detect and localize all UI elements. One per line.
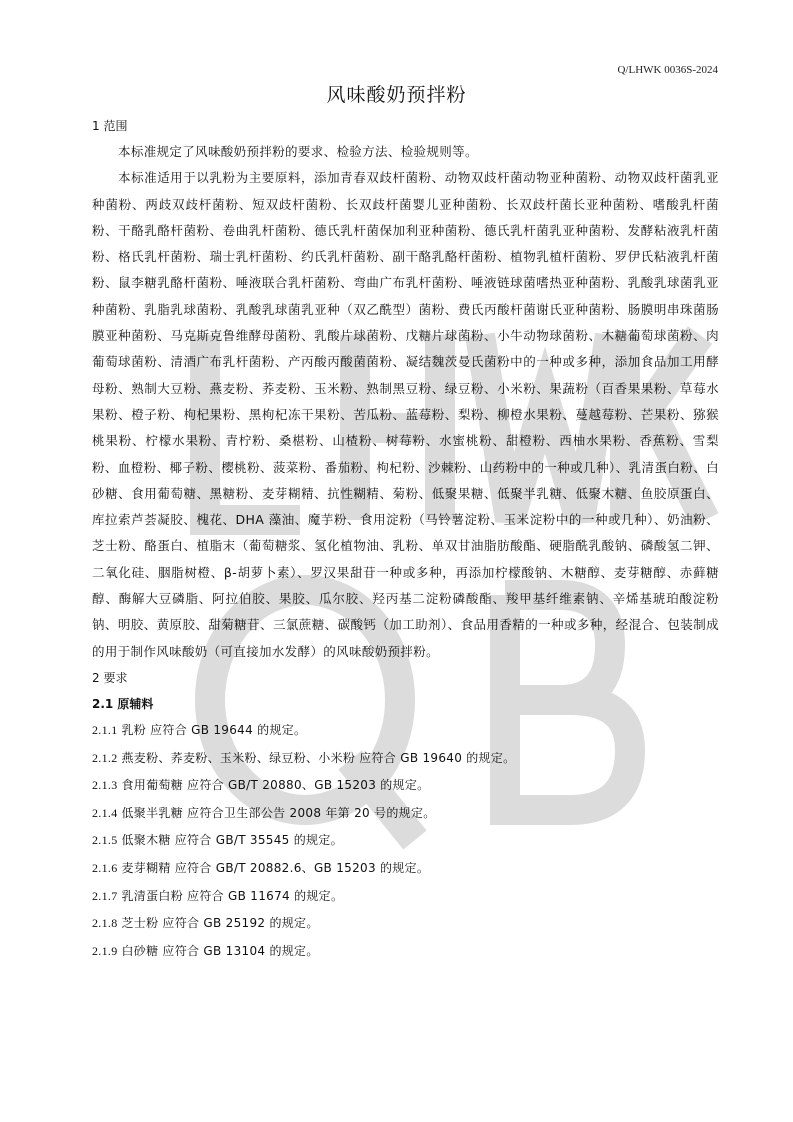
item-name: 燕麦粉、荞麦粉、玉米粉、绿豆粉、小米粉 xyxy=(121,750,356,765)
item-number: 2.1.2 xyxy=(92,750,118,765)
requirement-item xyxy=(92,745,719,773)
requirement-item xyxy=(92,717,719,745)
scope-paragraph: 本标准规定了风味酸奶预拌粉的要求、检验方法、检验规则等。 xyxy=(118,144,478,159)
requirement-item xyxy=(92,883,719,911)
requirement-item xyxy=(92,855,719,883)
item-text: 应符合 GB/T 35545 的规定。 xyxy=(174,833,343,848)
requirement-items-list xyxy=(92,717,719,965)
item-text: 应符合 GB 11674 的规定。 xyxy=(187,888,344,903)
item-text: 应符合 GB/T 20880、GB 15203 的规定。 xyxy=(187,778,430,793)
requirement-item xyxy=(92,910,719,938)
item-name: 低聚半乳糖 xyxy=(121,805,184,820)
requirement-item xyxy=(92,800,719,828)
item-number: 2.1.8 xyxy=(92,916,118,931)
item-name: 食用葡萄糖 xyxy=(121,778,184,793)
item-text: 应符合 GB 25192 的规定。 xyxy=(162,916,319,931)
item-text: 应符合 GB 19644 的规定。 xyxy=(150,722,307,737)
section-requirements-heading: 2 要求 xyxy=(92,670,128,685)
item-number: 2.1.5 xyxy=(92,833,118,848)
item-text: 应符合 GB 13104 的规定。 xyxy=(162,943,319,958)
item-number: 2.1.7 xyxy=(92,888,118,903)
item-name: 芝士粉 xyxy=(121,916,159,931)
requirement-item xyxy=(92,827,719,855)
item-name: 麦芽糊精 xyxy=(121,860,171,875)
item-number: 2.1.3 xyxy=(92,778,118,793)
item-text: 应符合卫生部公告 2008 年第 20 号的规定。 xyxy=(187,805,436,820)
document-title: 风味酸奶预拌粉 xyxy=(326,84,467,106)
item-number: 2.1.1 xyxy=(92,722,118,737)
item-name: 低聚木糖 xyxy=(121,833,171,848)
item-name: 白砂糖 xyxy=(121,943,159,958)
requirement-item xyxy=(92,772,719,800)
item-number: 2.1.6 xyxy=(92,860,118,875)
requirement-item xyxy=(92,938,719,966)
item-text: 应符合 GB 19640 的规定。 xyxy=(359,750,516,765)
item-number: 2.1.9 xyxy=(92,943,118,958)
scope-paragraph: 本标准适用于以乳粉为主要原料，添加青春双歧杆菌粉、动物双歧杆菌动物亚种菌粉、动物双歧杆菌乳亚种菌粉、两歧双歧杆菌粉、短双歧杆菌粉、长双歧杆菌婴儿亚种菌粉、长双歧杆菌长亚种菌粉、嗜酸乳杆菌粉、干酪乳酪杆菌粉、卷曲乳杆菌粉、德氏乳杆菌保加利亚种菌粉、德氏乳杆菌乳亚种菌粉、发酵粘液乳杆菌粉、格氏乳杆菌粉、瑞士乳杆菌粉、约氏乳杆菌粉、副干酪乳酪杆菌粉、植物乳植杆菌粉、罗伊氏粘液乳杆菌粉、鼠李糖乳酪杆菌粉、唾液联合乳杆菌粉、弯曲广布乳杆菌粉、唾液链球菌嗜热亚种菌粉、乳酸乳球菌乳亚种菌粉、乳脂乳球菌粉、乳酸乳球菌乳亚种（双乙酰型）菌粉、费氏丙酸杆菌谢氏亚种菌粉、肠膜明串珠菌肠膜亚种菌粉、马克斯克鲁维酵母菌粉、乳酸片球菌粉、戊糖片球菌粉、小牛动物球菌粉、木糖葡萄球菌粉、肉葡萄球菌粉、清酒广布乳杆菌粉、产丙酸丙酸菌菌粉、凝结魏茨曼氏菌粉中的一种或多种，添加食品加工用酵母粉、熟制大豆粉、燕麦粉、荞麦粉、玉米粉、熟制黑豆粉、绿豆粉、小米粉、果蔬粉（百香果果粉、草莓水果粉、橙子粉、枸杞果粉、黑枸杞冻干果粉、苦瓜粉、蓝莓粉、梨粉、柳橙水果粉、蔓越莓粉、芒果粉、猕猴桃果粉、柠檬水果粉、青柠粉、桑椹粉、山楂粉、树莓粉、水蜜桃粉、甜橙粉、西柚水果粉、香蕉粉、雪梨粉、血橙粉、椰子粉、樱桃粉、菠菜粉、番茄粉、枸杞粉、沙棘粉、山药粉中的一种或几种）、乳清蛋白粉、白砂糖、食用葡萄糖、黑糖粉、麦芽糊精、抗性糊精、菊粉、低聚果糖、低聚半乳糖、低聚木糖、鱼胶原蛋白、库拉索芦荟凝胶、槐花、DHA 藻油、魔芋粉、食用淀粉（马铃薯淀粉、玉米淀粉中的一种或几种）、奶油粉、芝士粉、酪蛋白、植脂末（葡萄糖浆、氢化植物油、乳粉、单双甘油脂肪酸酯、硬脂酰乳酸钠、磷酸氢二钾、二氧化硅、胭脂树橙、β-胡萝卜素）、罗汉果甜苷一种或多种，再添加柠檬酸钠、木糖醇、麦芽糖醇、赤藓糖醇、酶解大豆磷脂、阿拉伯胶、果胶、瓜尔胶、羟丙基二淀粉磷酸酯、羧甲基纤维素钠、辛烯基琥珀酸淀粉钠、明胶、黄原胶、甜菊糖苷、三氯蔗糖、碳酸钙（加工助剂）、食品用香精的一种或多种，经混合、包装制成的用于制作风味酸奶（可直接加水发酵）的风味酸奶预拌粉。 xyxy=(92,170,719,659)
item-number: 2.1.4 xyxy=(92,805,118,820)
section-scope-heading: 1 范围 xyxy=(92,119,128,133)
item-text: 应符合 GB/T 20882.6、GB 15203 的规定。 xyxy=(174,860,430,875)
item-name: 乳清蛋白粉 xyxy=(121,888,184,903)
document-code: Q/LHWK 0036S-2024 xyxy=(617,64,718,76)
subsection-raw-materials-heading: 2.1 原辅料 xyxy=(92,696,154,711)
document-body xyxy=(92,113,719,965)
item-name: 乳粉 xyxy=(121,722,147,737)
